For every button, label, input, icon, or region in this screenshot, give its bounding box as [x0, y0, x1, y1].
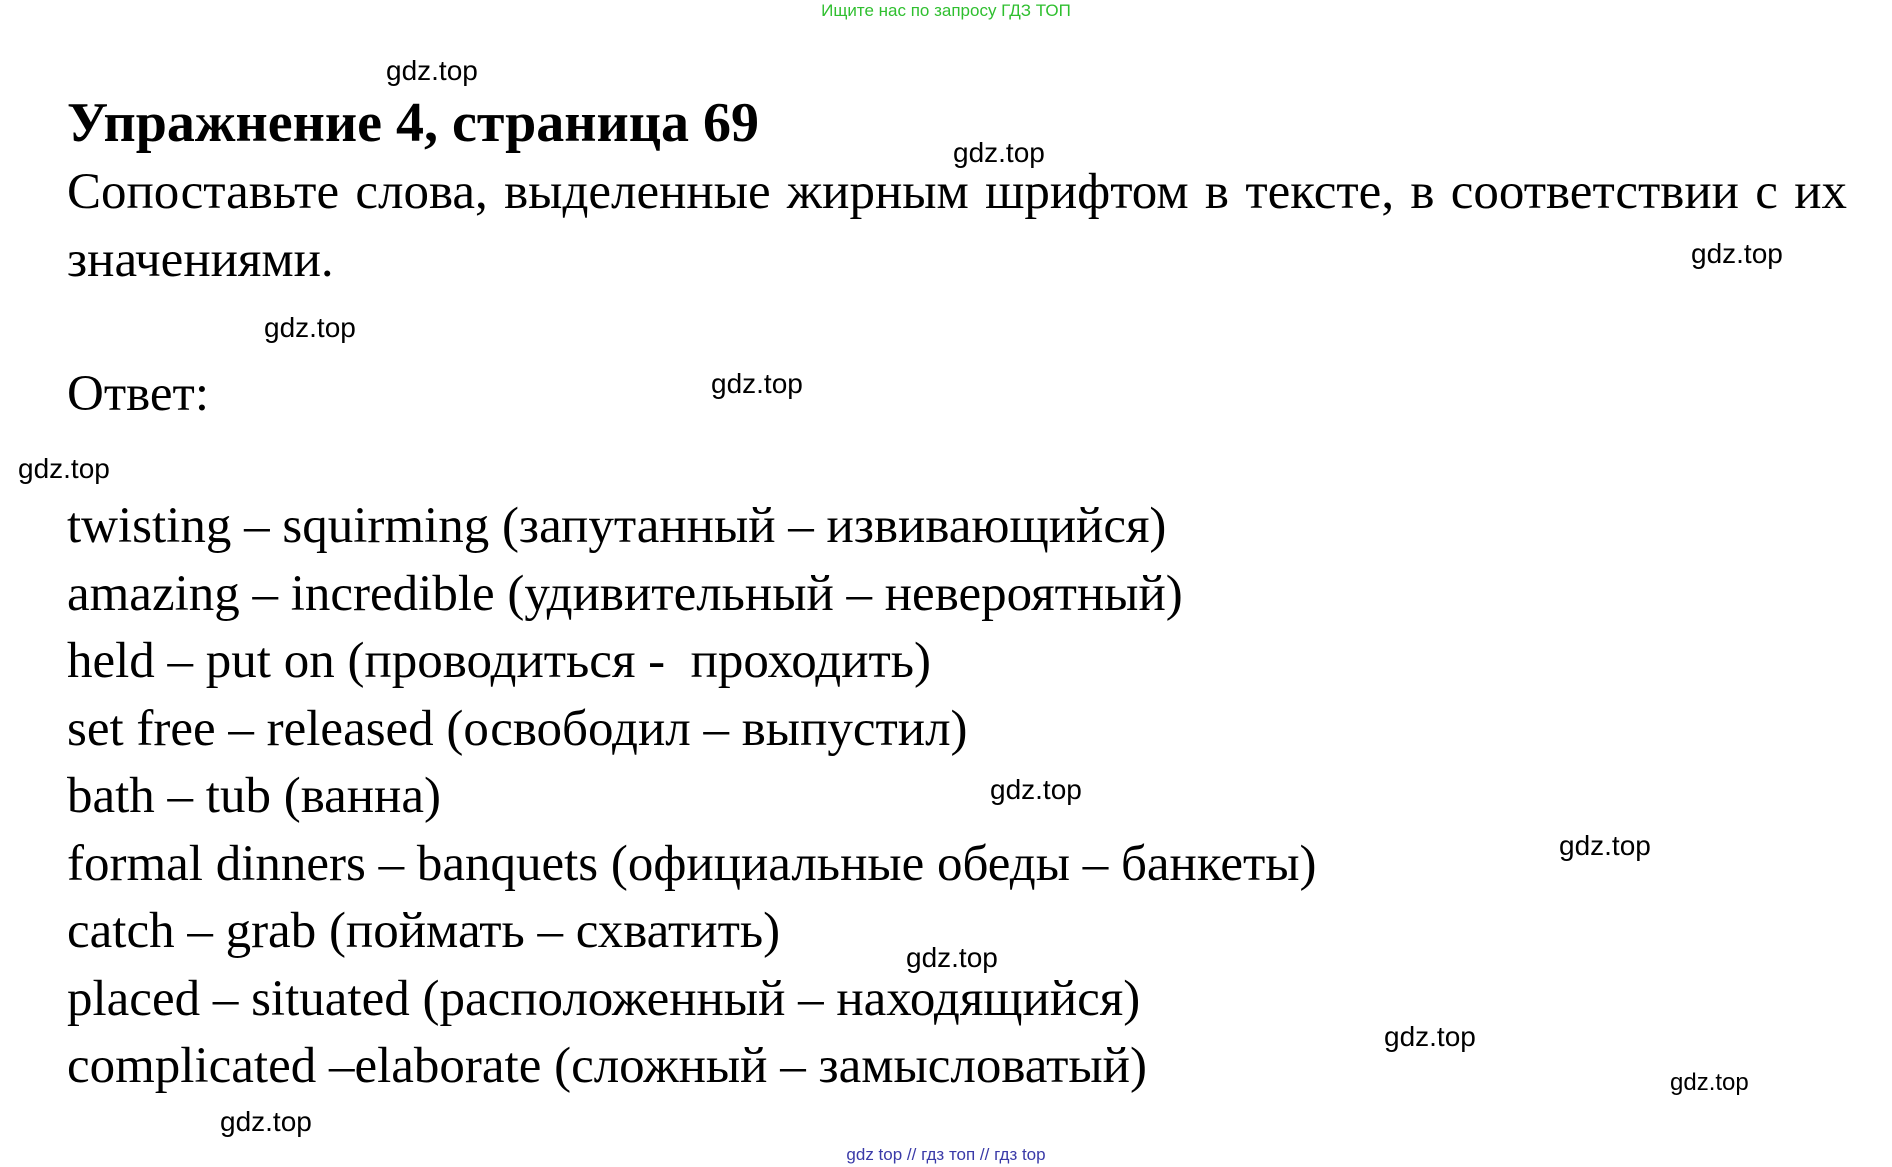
footer-links: gdz top // гдз топ // гдз top	[846, 1145, 1046, 1164]
answer-line: held – put on (проводиться - проходить)	[67, 633, 932, 689]
answer-line: amazing – incredible (удивительный – невероятный)	[67, 565, 1183, 622]
answer-line: formal dinners – banquets (официальные обеды – банкеты)	[67, 835, 1317, 892]
watermark-4: gdz.top	[264, 312, 356, 343]
answer-line: twisting – squirming (запутанный – извивающийся)	[67, 498, 1167, 554]
watermark-2: gdz.top	[953, 137, 1045, 168]
answer-line: complicated –elaborate (сложный – замысловатый)	[67, 1038, 1147, 1094]
top-banner: Ищите нас по запросу ГДЗ ТОП	[821, 1, 1071, 20]
watermark-7: gdz.top	[990, 774, 1082, 805]
watermark-10: gdz.top	[1384, 1021, 1476, 1052]
answer-label: Ответ:	[67, 366, 209, 422]
answer-line: placed – situated (расположенный – находящийся)	[67, 970, 1141, 1027]
exercise-title: Упражнение 4, страница 69	[67, 92, 760, 154]
watermark-12: gdz.top	[220, 1106, 312, 1137]
watermark-3: gdz.top	[1691, 238, 1783, 269]
watermark-9: gdz.top	[906, 942, 998, 973]
watermark-8: gdz.top	[1559, 830, 1651, 861]
watermark-1: gdz.top	[386, 55, 478, 86]
task-text: Сопоставьте слова, выделенные жирным шрифтом в тексте, в соответствии с их значениями.	[67, 164, 1847, 288]
answer-line: catch – grab (поймать – схватить)	[67, 903, 781, 959]
answer-line: set free – released (освободил – выпустил)	[67, 700, 968, 757]
answer-line: bath – tub (ванна)	[67, 768, 441, 824]
watermark-5: gdz.top	[711, 368, 803, 399]
answer-list	[67, 493, 1317, 1101]
watermark-6: gdz.top	[18, 453, 110, 484]
watermark-11: gdz.top	[1670, 1069, 1749, 1096]
